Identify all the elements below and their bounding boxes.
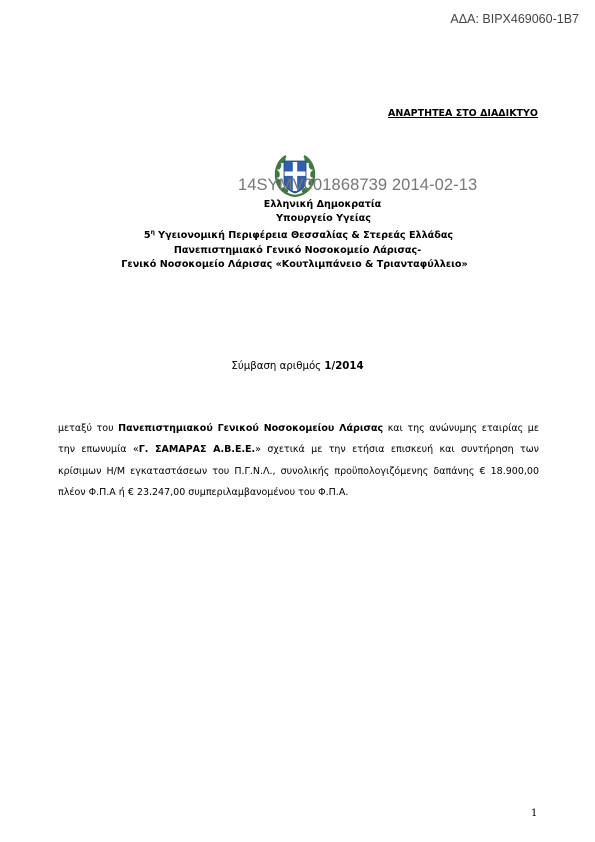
header-line-republic: Ελληνική Δημοκρατία xyxy=(263,199,382,210)
issuer-header xyxy=(0,198,595,272)
contract-title xyxy=(0,361,595,372)
header-line-health-region xyxy=(2,226,595,243)
header-line-university-hospital: Πανεπιστημιακό Γενικό Νοσοκομείο Λάρισας- xyxy=(173,244,422,256)
posting-notice: ΑΝΑΡΤΗΤΕΑ ΣΤΟ ΔΙΑΔΙΚΤΥΟ xyxy=(388,108,538,119)
health-region-number: 5 xyxy=(143,230,151,242)
health-region-name: Υγειονομική Περιφέρεια Θεσσαλίας & Στερεάς Ελλάδας xyxy=(154,230,454,242)
page-number: 1 xyxy=(531,808,538,819)
contract-number: 1/2014 xyxy=(324,361,364,372)
ada-code: ΑΔΑ: ΒΙΡΧ469060-1Β7 xyxy=(450,12,579,26)
company-name: Γ. ΣΑΜΑΡΑΣ Α.Β.Ε.Ε. xyxy=(138,444,256,456)
description-part-3: » σχετικά με την ετήσια επισκευή και συντήρηση των κρίσιμων Η/Μ εγκαταστάσεων του Π.Γ.Ν.Λ., συνολικής προϋπολογιζόμενης δαπάνης € 18.900,00 πλέον Φ.Π.Α ή € 23.247,00 συμπεριλαμβανομένου του Φ.Π.Α. xyxy=(58,444,539,498)
description-part-2: και της ανώνυμης εταιρίας με την επωνυμία « xyxy=(58,423,539,456)
contract-description xyxy=(58,418,539,503)
header-line-ministry: Υπουργείο Υγείας xyxy=(276,213,371,225)
registry-stamp: 14SYMV001868739 2014-02-13 xyxy=(238,176,478,194)
header-line-general-hospital: Γενικό Νοσοκομείο Λάρισας «Κουτλιμπάνειο & Τριανταφύλλειο» xyxy=(121,259,468,270)
hospital-name: Πανεπιστημιακού Γενικού Νοσοκομείου Λάρισας xyxy=(118,423,384,434)
health-region-ordinal: η xyxy=(150,229,155,237)
contract-label: Σύμβαση αριθμός xyxy=(231,361,325,372)
description-part-1: μεταξύ του xyxy=(58,423,119,434)
